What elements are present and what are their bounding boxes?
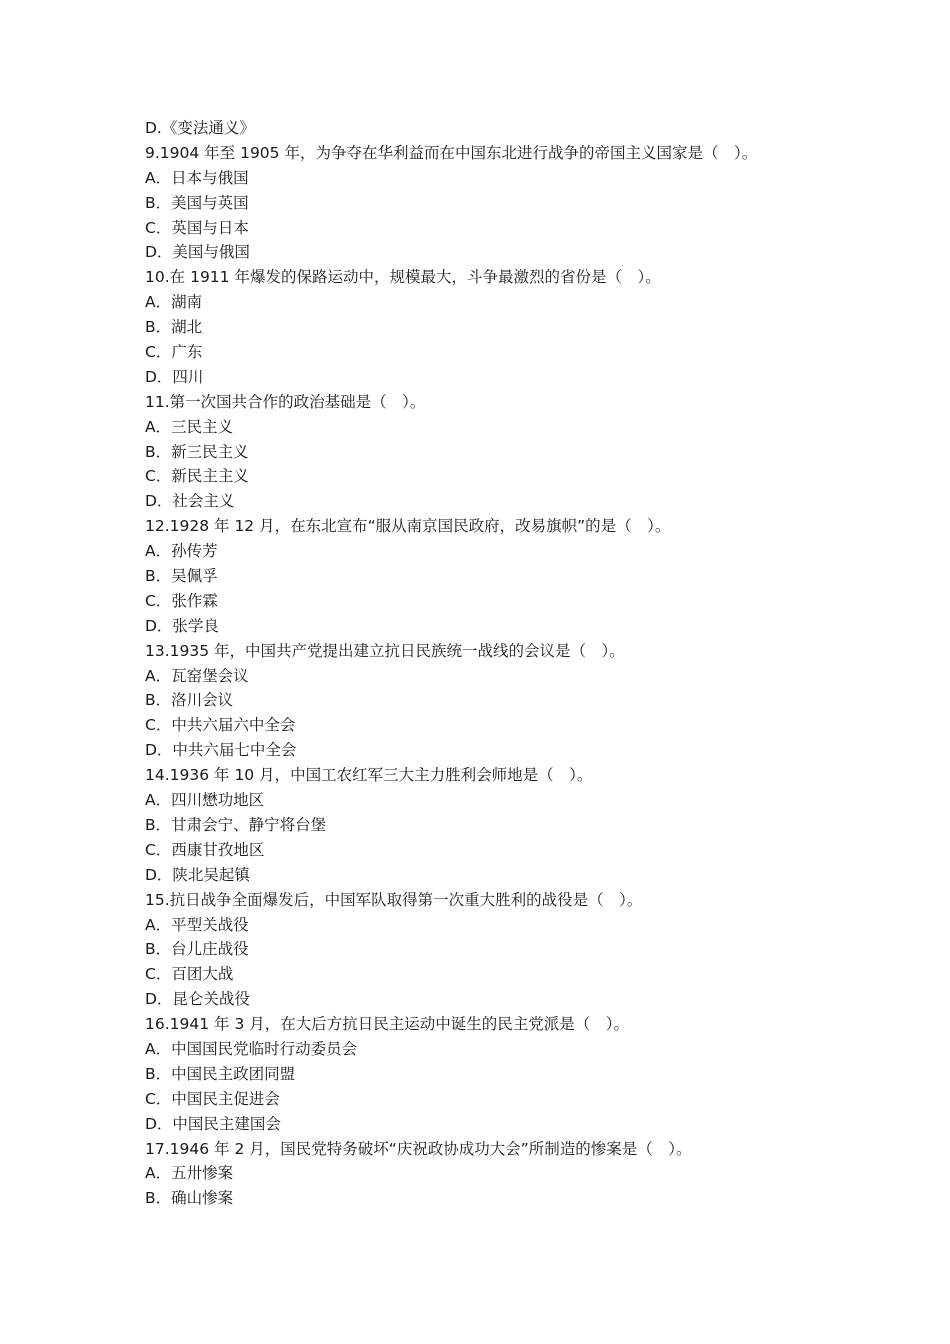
question-text: 10.在 1911 年爆发的保路运动中，规模最大，斗争最激烈的省份是（ ）。: [145, 268, 661, 287]
option-text: B．美国与英国: [145, 193, 249, 212]
option-text: A．瓦窑堡会议: [145, 666, 249, 685]
question-text: 11.第一次国共合作的政治基础是（ ）。: [145, 392, 426, 411]
option-text: C．中国民主促进会: [145, 1089, 280, 1108]
option-text: D．社会主义: [145, 492, 235, 511]
option-text: A．四川懋功地区: [145, 791, 265, 810]
option-text: B．洛川会议: [145, 691, 234, 710]
option-text: C．张作霖: [145, 591, 218, 610]
option-text: D．张学良: [145, 616, 219, 635]
option-text: C．西康甘孜地区: [145, 840, 265, 859]
option-text: A．中国国民党临时行动委员会: [145, 1039, 358, 1058]
question-text: 15.抗日战争全面爆发后，中国军队取得第一次重大胜利的战役是（ ）。: [145, 890, 643, 909]
option-text: A．湖南: [145, 293, 203, 312]
option-text: B．甘肃会宁、静宁将台堡: [145, 815, 327, 834]
option-text: A．孙传芳: [145, 542, 218, 561]
option-text: C．广东: [145, 343, 203, 362]
question-text: 17.1946 年 2 月，国民党特务破坏“庆祝政协成功大会”所制造的惨案是（ ）。: [145, 1139, 692, 1158]
option-text: B．确山惨案: [145, 1189, 234, 1208]
option-text: B．吴佩孚: [145, 567, 218, 586]
option-text: C．中共六届六中全会: [145, 716, 296, 735]
option-text: C．英国与日本: [145, 218, 249, 237]
question-text: 16.1941 年 3 月，在大后方抗日民主运动中诞生的民主党派是（ ）。: [145, 1015, 629, 1034]
option-text: D．中国民主建国会: [145, 1114, 281, 1133]
option-text: D．中共六届七中全会: [145, 741, 297, 760]
option-text: B．湖北: [145, 318, 203, 337]
option-text: A．平型关战役: [145, 915, 249, 934]
option-text: A．日本与俄国: [145, 168, 249, 187]
option-text: D.《变法通义》: [145, 119, 255, 137]
option-text: B．新三民主义: [145, 442, 249, 461]
option-text: A．五卅惨案: [145, 1164, 234, 1183]
document-page: [145, 116, 825, 1211]
option-text: D．陕北吴起镇: [145, 865, 250, 884]
option-text: C．新民主主义: [145, 467, 249, 486]
question-text: 12.1928 年 12 月，在东北宣布“服从南京国民政府，改易旗帜”的是（ ）。: [145, 517, 671, 536]
question-text: 9.1904 年至 1905 年，为争夺在华利益而在中国东北进行战争的帝国主义国家是（ ）。: [145, 143, 758, 162]
question-text: 13.1935 年，中国共产党提出建立抗日民族统一战线的会议是（ ）。: [145, 641, 625, 660]
option-text: A．三民主义: [145, 417, 234, 436]
option-text: B．中国民主政团同盟: [145, 1064, 296, 1083]
option-text: C．百团大战: [145, 965, 234, 984]
option-text: D．昆仑关战役: [145, 990, 250, 1009]
question-text: 14.1936 年 10 月，中国工农红军三大主力胜利会师地是（ ）。: [145, 766, 593, 785]
option-text: D．四川: [145, 367, 204, 386]
option-text: D．美国与俄国: [145, 243, 250, 262]
option-text: B．台儿庄战役: [145, 940, 249, 959]
